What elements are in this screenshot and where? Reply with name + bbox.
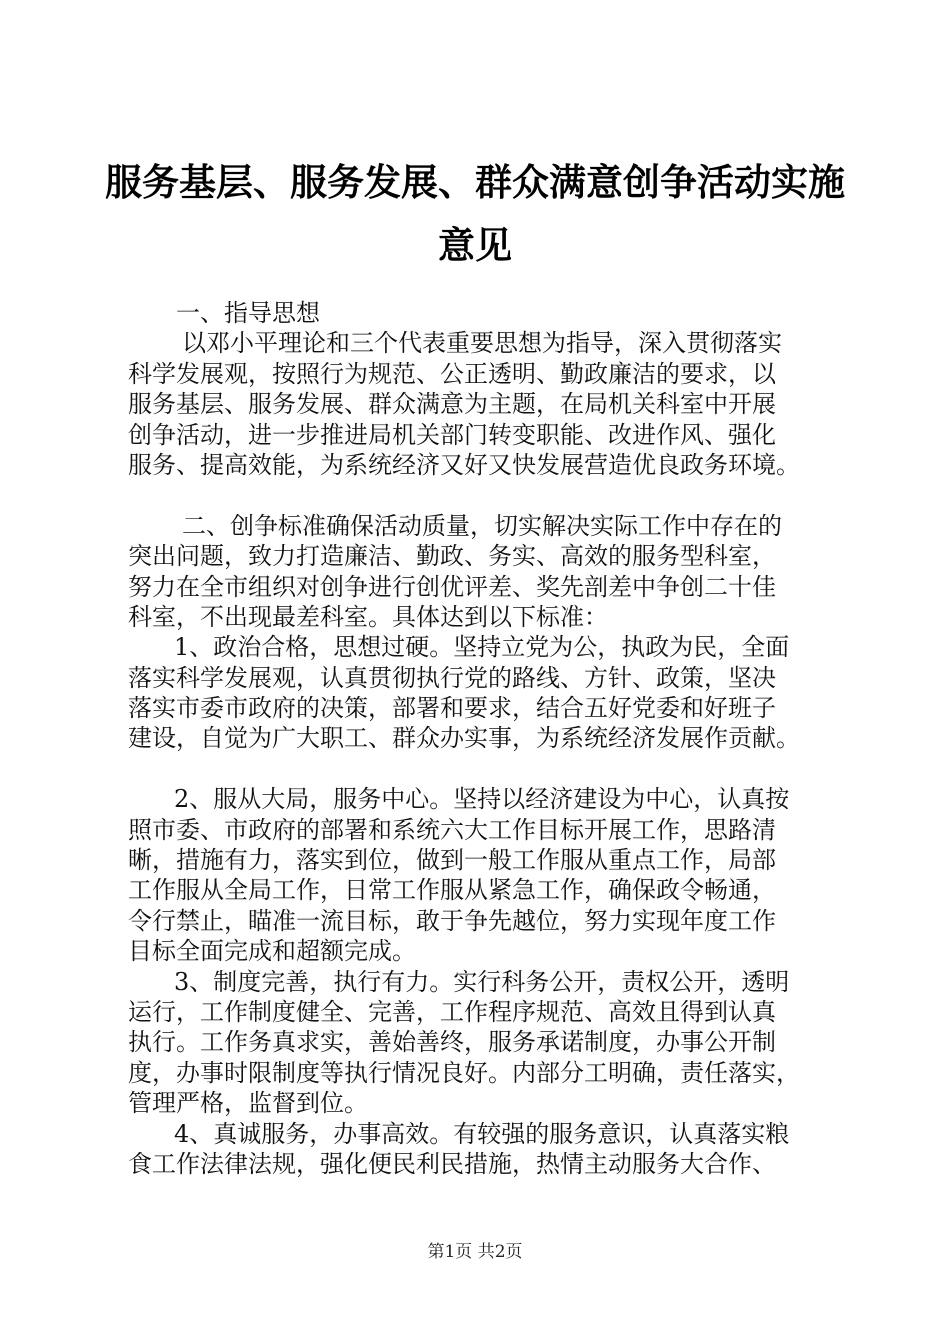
paragraph-line: 度，办事时限制度等执行情况良好。内部分工明确，责任落实， [128, 1058, 800, 1087]
paragraph-line: 工作服从全局工作，日常工作服从紧急工作，确保政令畅通， [128, 876, 776, 905]
paragraph-line: 管理严格，监督到位。 [128, 1089, 368, 1118]
paragraph-line: 晰，措施有力，落实到位，做到一般工作服从重点工作，局部 [128, 846, 776, 875]
paragraph-line: 建设，自觉为广大职工、群众办实事，为系统经济发展作贡献。 [128, 724, 800, 753]
paragraph-line: 照市委、市政府的部署和系统六大工作目标开展工作，思路清 [128, 815, 776, 844]
section-heading-guiding-thought: 一、指导思想 [176, 299, 320, 327]
paragraph-line: 创争活动，进一步推进局机关部门转变职能、改进作风、强化 [128, 420, 776, 449]
page-footer: 第1页 共2页 [427, 1242, 523, 1262]
paragraph-line: 科学发展观，按照行为规范、公正透明、勤政廉洁的要求，以 [128, 359, 776, 388]
paragraph-line: 落实科学发展观，认真贯彻执行党的路线、方针、政策，坚决 [128, 663, 776, 692]
section-heading-standards: 二、创争标准确保活动质量，切实解决实际工作中存在的 [182, 511, 782, 540]
paragraph-line: 目标全面完成和超额完成。 [128, 937, 416, 966]
paragraph-line: 4、真诚服务，办事高效。有较强的服务意识，认真落实粮 [174, 1119, 790, 1148]
paragraph-line: 令行禁止，瞄准一流目标，敢于争先越位，努力实现年度工作 [128, 906, 776, 935]
paragraph-line: 落实市委市政府的决策，部署和要求，结合五好党委和好班子 [128, 694, 776, 723]
paragraph-line: 1、政治合格，思想过硬。坚持立党为公，执政为民，全面 [174, 633, 790, 662]
document-body [128, 298, 838, 1179]
paragraph-line: 以邓小平理论和三个代表重要思想为指导，深入贯彻落实 [182, 329, 782, 358]
document-title-line-1: 服务基层、服务发展、群众满意创争活动实施 [105, 160, 845, 204]
paragraph-line: 运行，工作制度健全、完善，工作程序规范、高效且得到认真 [128, 997, 776, 1026]
paragraph-line: 服务基层、服务发展、群众满意为主题，在局机关科室中开展 [128, 390, 776, 419]
paragraph-line: 努力在全市组织对创争进行创优评差、奖先剖差中争创二十佳 [128, 572, 776, 601]
paragraph-line: 科室，不出现最差科室。具体达到以下标准： [128, 602, 608, 631]
paragraph-line: 执行。工作务真求实，善始善终，服务承诺制度，办事公开制 [128, 1028, 776, 1057]
document-title-line-2: 意见 [438, 223, 512, 267]
paragraph-line: 食工作法律法规，强化便民利民措施，热情主动服务大合作、 [128, 1149, 776, 1178]
paragraph-line: 2、服从大局，服务中心。坚持以经济建设为中心，认真按 [174, 785, 790, 814]
paragraph-gap [128, 480, 838, 510]
paragraph-line: 服务、提高效能，为系统经济又好又快发展营造优良政务环境。 [128, 450, 800, 479]
paragraph-line: 3、制度完善，执行有力。实行科务公开，责权公开，透明 [174, 967, 790, 996]
paragraph-gap [128, 754, 838, 784]
paragraph-line: 突出问题，致力打造廉洁、勤政、务实、高效的服务型科室， [128, 542, 776, 571]
